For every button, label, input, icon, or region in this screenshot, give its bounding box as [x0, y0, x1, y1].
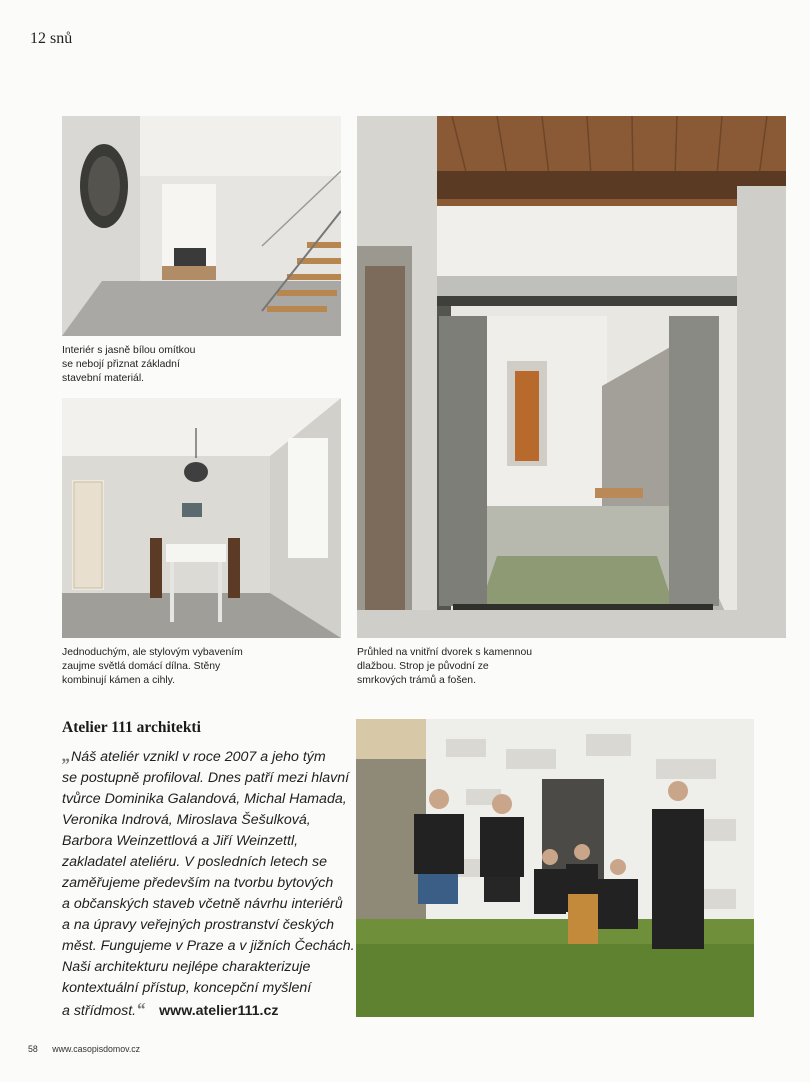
- page-number: 58: [28, 1044, 38, 1054]
- quote-line: měst. Fungujeme v Praze a v jižních Čechách.: [62, 938, 355, 954]
- caption-courtyard: [357, 646, 532, 688]
- quote-line: Barbora Weinzettlová a Jiří Weinzettl,: [62, 833, 299, 849]
- atelier-url-link[interactable]: www.atelier111.cz: [159, 1003, 279, 1019]
- quote-line-1: „Náš ateliér vznikl v roce 2007 a jeho tým: [62, 745, 326, 765]
- caption-interior: [62, 344, 195, 386]
- caption-workshop: [62, 646, 243, 688]
- open-quote-mark: „: [62, 745, 71, 765]
- caption-line: kombinují kámen a cihly.: [62, 675, 175, 686]
- quote-line: Veronika Indrová, Miroslava Šešulková,: [62, 812, 311, 828]
- caption-line: dlažbou. Strop je původní ze: [357, 661, 489, 672]
- quote-line: se postupně profiloval. Dnes patří mezi hlavní: [62, 770, 350, 786]
- quote-line: zakladatel ateliéru. V posledních letech se: [62, 854, 327, 870]
- caption-line: Interiér s jasně bílou omítkou: [62, 345, 196, 356]
- page-footer: [28, 1044, 140, 1054]
- profile-heading: Atelier 111 architekti: [62, 719, 201, 736]
- quote-line: zaměřujeme především na tvorbu bytových: [62, 875, 334, 891]
- photo-workshop: [62, 398, 341, 638]
- quote-line: kontextuální přístup, koncepční myšlení: [62, 980, 312, 996]
- quote-line: Naši architekturu nejlépe charakterizuje: [62, 959, 311, 975]
- footer-website-link[interactable]: www.casopisdomov.cz: [52, 1044, 141, 1054]
- close-quote-mark: “: [136, 999, 146, 1019]
- caption-line: stavební materiál.: [62, 373, 145, 384]
- quote-line: a občanských staveb včetně návrhu interiérů: [62, 896, 343, 912]
- quote-line-last: a střídmost.“ www.atelier111.cz: [62, 999, 279, 1019]
- caption-line: Průhled na vnitřní dvorek s kamennou: [357, 647, 533, 658]
- caption-line: se nebojí přiznat základní: [62, 359, 180, 370]
- quote-line: tvůrce Dominika Galandová, Michal Hamada,: [62, 791, 347, 807]
- section-title: 12 snů: [30, 30, 73, 47]
- caption-line: zaujme světlá domácí dílna. Stěny: [62, 661, 221, 672]
- photo-team: [356, 719, 754, 1017]
- caption-line: Jednoduchým, ale stylovým vybavením: [62, 647, 243, 658]
- photo-courtyard: [357, 116, 786, 638]
- profile-quote: [62, 745, 355, 1022]
- photo-interior-staircase: [62, 116, 341, 336]
- caption-line: smrkových trámů a fošen.: [357, 675, 476, 686]
- quote-line: a na úpravy veřejných prostranství českých: [62, 917, 335, 933]
